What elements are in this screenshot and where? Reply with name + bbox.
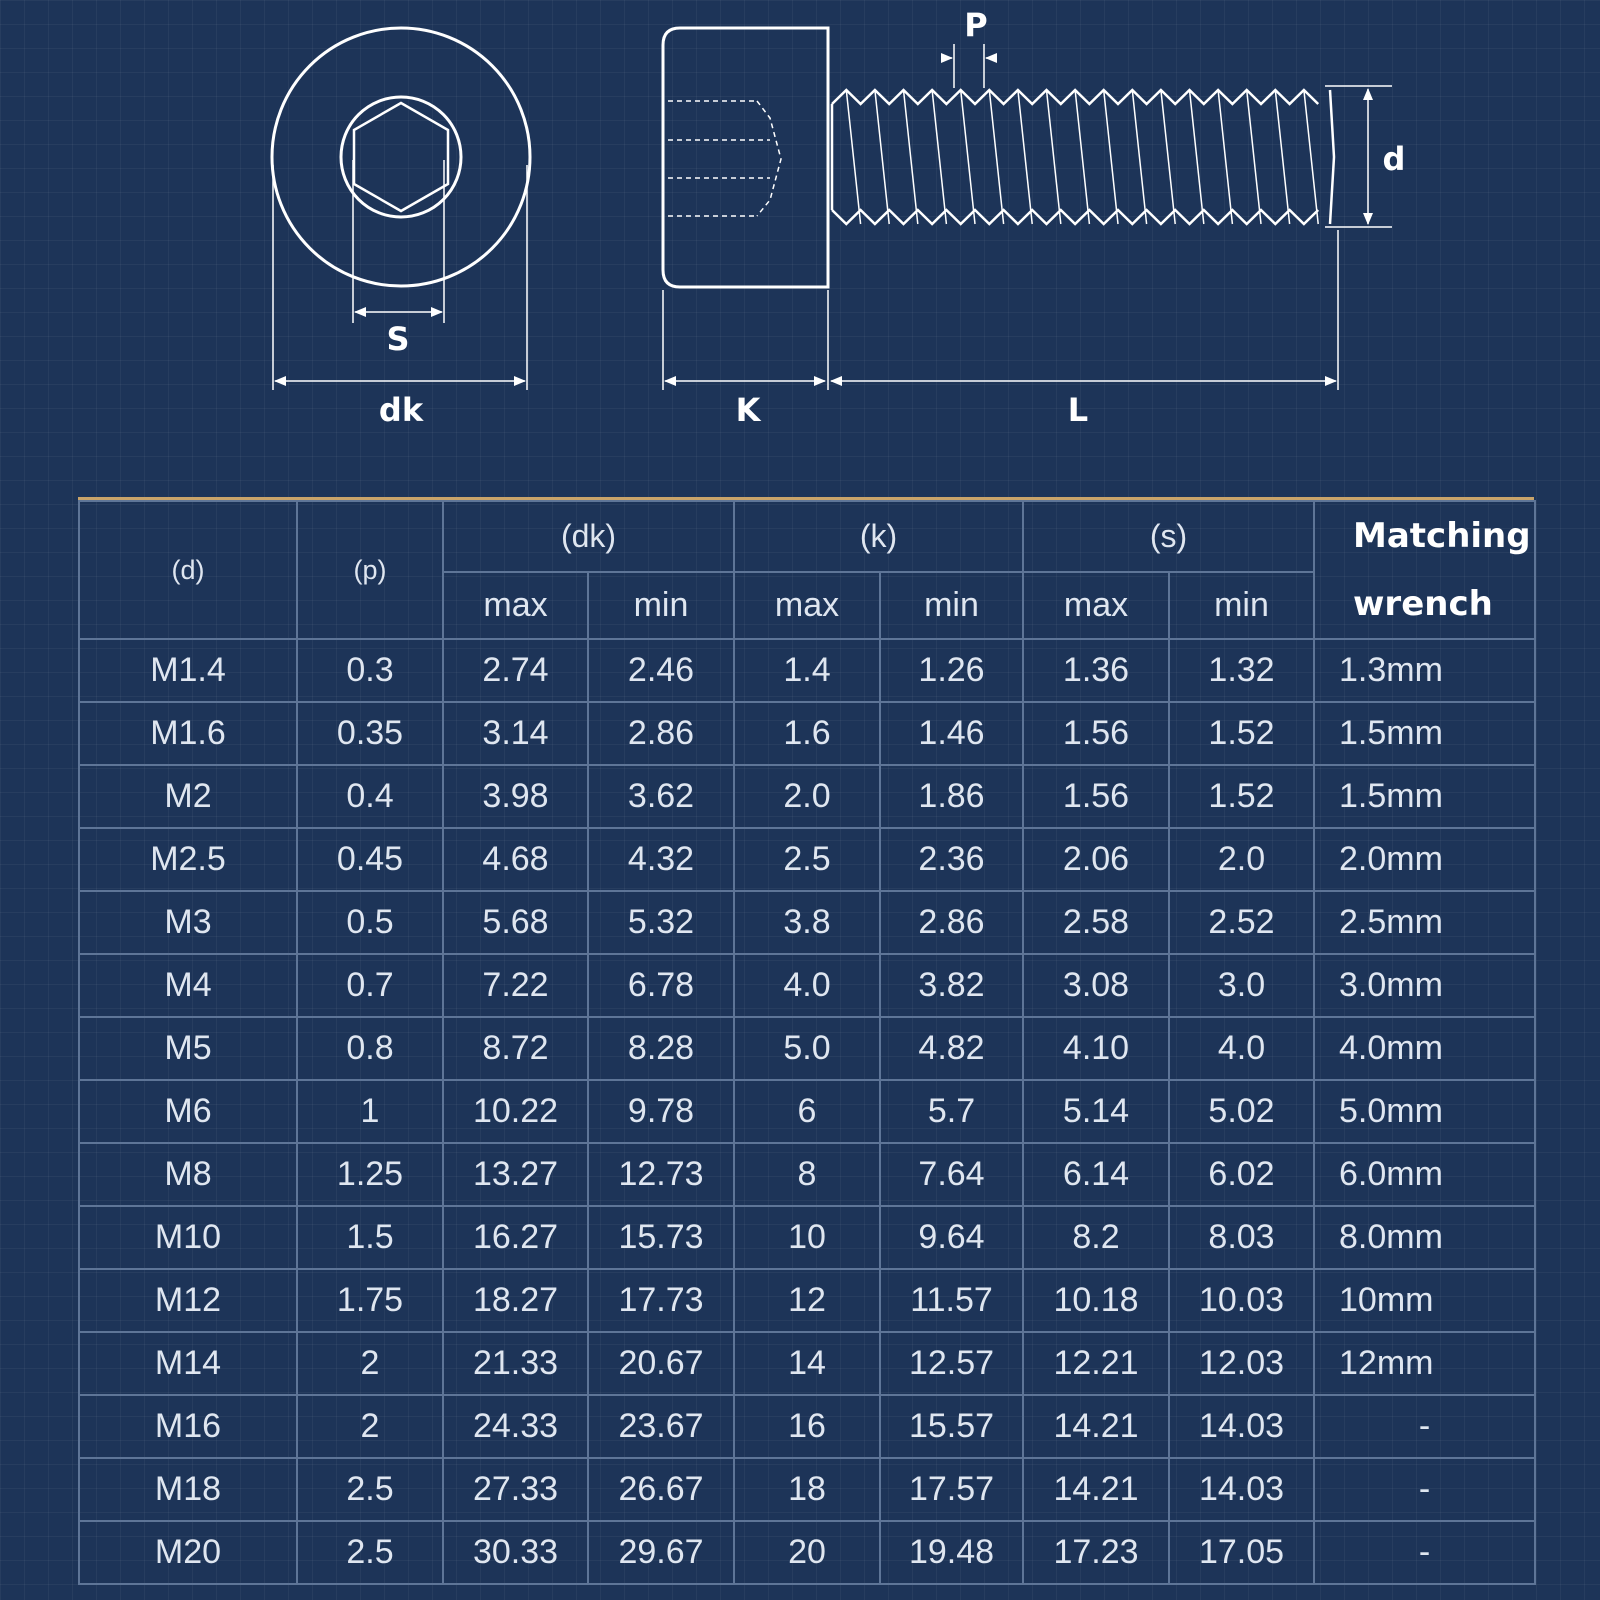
cell-d: M16	[79, 1395, 297, 1458]
header-s: (s)	[1023, 501, 1314, 572]
cell-p: 0.5	[297, 891, 443, 954]
table-row	[79, 1206, 1535, 1269]
cell-dk-max: 13.27	[443, 1143, 588, 1206]
header-dk: (dk)	[443, 501, 734, 572]
cell-dk-max: 21.33	[443, 1332, 588, 1395]
cell-dk-min: 2.46	[588, 639, 734, 702]
cell-dk-max: 24.33	[443, 1395, 588, 1458]
cell-dk-min: 3.62	[588, 765, 734, 828]
cell-d: M8	[79, 1143, 297, 1206]
cell-d: M2.5	[79, 828, 297, 891]
cell-dk-min: 2.86	[588, 702, 734, 765]
table-row	[79, 1143, 1535, 1206]
cell-dk-max: 16.27	[443, 1206, 588, 1269]
cell-wrench: 12mm	[1314, 1332, 1535, 1395]
cell-k-min: 4.82	[880, 1017, 1023, 1080]
header-dk-min: min	[588, 572, 734, 639]
cell-s-max: 10.18	[1023, 1269, 1169, 1332]
header-wrench-line2: wrench	[1353, 584, 1493, 624]
header-d: (d)	[79, 501, 297, 639]
cell-d: M12	[79, 1269, 297, 1332]
cell-k-max: 18	[734, 1458, 880, 1521]
cell-d: M3	[79, 891, 297, 954]
cell-dk-min: 20.67	[588, 1332, 734, 1395]
cell-d: M1.4	[79, 639, 297, 702]
table-row	[79, 954, 1535, 1017]
thread-line	[1304, 90, 1318, 224]
cell-s-min: 10.03	[1169, 1269, 1314, 1332]
cell-p: 2	[297, 1395, 443, 1458]
s-dimension	[353, 160, 444, 323]
thread-line	[1075, 90, 1089, 224]
cell-d: M6	[79, 1080, 297, 1143]
cell-s-min: 14.03	[1169, 1458, 1314, 1521]
cell-p: 1.5	[297, 1206, 443, 1269]
thread-line	[1161, 90, 1175, 224]
cell-s-min: 1.52	[1169, 765, 1314, 828]
cell-s-max: 12.21	[1023, 1332, 1169, 1395]
table-row	[79, 1332, 1535, 1395]
thread-line	[875, 90, 889, 224]
d-label: d	[1382, 140, 1406, 178]
cell-dk-min: 4.32	[588, 828, 734, 891]
cell-p: 0.3	[297, 639, 443, 702]
cell-k-max: 14	[734, 1332, 880, 1395]
cell-k-max: 8	[734, 1143, 880, 1206]
cell-p: 1.25	[297, 1143, 443, 1206]
cell-wrench: 2.5mm	[1314, 891, 1535, 954]
cell-dk-min: 5.32	[588, 891, 734, 954]
cell-d: M14	[79, 1332, 297, 1395]
table-row	[79, 1269, 1535, 1332]
cell-k-min: 1.26	[880, 639, 1023, 702]
cell-wrench: 4.0mm	[1314, 1017, 1535, 1080]
cell-s-max: 2.58	[1023, 891, 1169, 954]
thread-line	[1132, 90, 1146, 224]
cell-k-max: 5.0	[734, 1017, 880, 1080]
cell-wrench: 10mm	[1314, 1269, 1535, 1332]
cell-p: 0.4	[297, 765, 443, 828]
table-row	[79, 1017, 1535, 1080]
cell-p: 2	[297, 1332, 443, 1395]
cell-k-min: 1.86	[880, 765, 1023, 828]
cell-wrench: -	[1314, 1521, 1535, 1584]
cell-wrench: 1.5mm	[1314, 702, 1535, 765]
cell-d: M4	[79, 954, 297, 1017]
cell-s-max: 17.23	[1023, 1521, 1169, 1584]
thread-line	[1190, 90, 1204, 224]
cell-p: 0.7	[297, 954, 443, 1017]
cell-k-max: 3.8	[734, 891, 880, 954]
cell-s-min: 2.0	[1169, 828, 1314, 891]
cell-wrench: -	[1314, 1458, 1535, 1521]
cell-dk-min: 12.73	[588, 1143, 734, 1206]
cell-dk-max: 30.33	[443, 1521, 588, 1584]
cell-d: M10	[79, 1206, 297, 1269]
cell-k-max: 12	[734, 1269, 880, 1332]
table-row	[79, 1395, 1535, 1458]
cell-dk-min: 15.73	[588, 1206, 734, 1269]
cell-dk-max: 18.27	[443, 1269, 588, 1332]
cell-p: 1	[297, 1080, 443, 1143]
s-label: S	[386, 320, 410, 358]
cell-s-max: 2.06	[1023, 828, 1169, 891]
cell-s-max: 1.36	[1023, 639, 1169, 702]
p-dimension	[941, 44, 997, 88]
cell-dk-min: 6.78	[588, 954, 734, 1017]
cell-dk-min: 9.78	[588, 1080, 734, 1143]
cell-dk-min: 8.28	[588, 1017, 734, 1080]
cell-s-min: 1.32	[1169, 639, 1314, 702]
thread-line	[1275, 90, 1289, 224]
thread-line	[1247, 90, 1261, 224]
cell-k-min: 5.7	[880, 1080, 1023, 1143]
cell-k-min: 9.64	[880, 1206, 1023, 1269]
cell-k-max: 20	[734, 1521, 880, 1584]
cell-d: M18	[79, 1458, 297, 1521]
cell-dk-max: 3.98	[443, 765, 588, 828]
cell-k-max: 2.5	[734, 828, 880, 891]
cell-k-max: 16	[734, 1395, 880, 1458]
table-row	[79, 1080, 1535, 1143]
cell-k-min: 17.57	[880, 1458, 1023, 1521]
cell-dk-min: 23.67	[588, 1395, 734, 1458]
cell-wrench: -	[1314, 1395, 1535, 1458]
thread-line	[1104, 90, 1118, 224]
cell-wrench: 2.0mm	[1314, 828, 1535, 891]
cell-s-min: 17.05	[1169, 1521, 1314, 1584]
cell-s-min: 14.03	[1169, 1395, 1314, 1458]
cell-dk-max: 5.68	[443, 891, 588, 954]
cell-dk-max: 10.22	[443, 1080, 588, 1143]
cell-dk-max: 4.68	[443, 828, 588, 891]
cell-k-max: 2.0	[734, 765, 880, 828]
thread-line	[989, 90, 1003, 224]
cell-d: M5	[79, 1017, 297, 1080]
cell-dk-max: 2.74	[443, 639, 588, 702]
screw-side-view	[663, 28, 1334, 287]
cell-s-min: 12.03	[1169, 1332, 1314, 1395]
spec-table-body	[79, 639, 1535, 1584]
cell-s-max: 14.21	[1023, 1458, 1169, 1521]
cell-s-max: 1.56	[1023, 765, 1169, 828]
table-row	[79, 1458, 1535, 1521]
cell-s-max: 1.56	[1023, 702, 1169, 765]
table-row	[79, 639, 1535, 702]
cell-k-max: 1.6	[734, 702, 880, 765]
cell-s-min: 8.03	[1169, 1206, 1314, 1269]
cell-dk-max: 8.72	[443, 1017, 588, 1080]
cell-p: 0.8	[297, 1017, 443, 1080]
cell-s-min: 6.02	[1169, 1143, 1314, 1206]
head-top-view	[272, 28, 530, 286]
header-s-max: max	[1023, 572, 1169, 639]
cell-dk-max: 27.33	[443, 1458, 588, 1521]
thread-line	[1047, 90, 1061, 224]
dk-label: dk	[378, 391, 424, 429]
cell-d: M2	[79, 765, 297, 828]
thread-line	[1218, 90, 1232, 224]
cell-d: M20	[79, 1521, 297, 1584]
cell-s-max: 14.21	[1023, 1395, 1169, 1458]
cell-wrench: 3.0mm	[1314, 954, 1535, 1017]
thread-line	[961, 90, 975, 224]
table-row	[79, 891, 1535, 954]
thread-line	[932, 90, 946, 224]
cell-k-max: 6	[734, 1080, 880, 1143]
cell-wrench: 6.0mm	[1314, 1143, 1535, 1206]
cell-k-max: 4.0	[734, 954, 880, 1017]
cell-k-min: 1.46	[880, 702, 1023, 765]
cell-s-max: 3.08	[1023, 954, 1169, 1017]
thread-line	[904, 90, 918, 224]
cell-k-min: 3.82	[880, 954, 1023, 1017]
cell-dk-max: 7.22	[443, 954, 588, 1017]
spec-table	[78, 500, 1536, 1585]
cell-s-min: 1.52	[1169, 702, 1314, 765]
cell-p: 1.75	[297, 1269, 443, 1332]
k-l-dimension	[663, 230, 1338, 390]
thread-line	[846, 90, 860, 224]
cell-s-max: 4.10	[1023, 1017, 1169, 1080]
l-label: L	[1067, 391, 1089, 429]
cell-wrench: 5.0mm	[1314, 1080, 1535, 1143]
table-row	[79, 765, 1535, 828]
cell-s-min: 2.52	[1169, 891, 1314, 954]
table-row	[79, 1521, 1535, 1584]
k-label: K	[735, 391, 761, 429]
cell-wrench: 1.5mm	[1314, 765, 1535, 828]
cell-k-max: 1.4	[734, 639, 880, 702]
header-wrench-line1: Matching	[1353, 516, 1531, 556]
cell-s-min: 4.0	[1169, 1017, 1314, 1080]
cell-s-min: 3.0	[1169, 954, 1314, 1017]
cell-wrench: 8.0mm	[1314, 1206, 1535, 1269]
header-k-max: max	[734, 572, 880, 639]
cell-d: M1.6	[79, 702, 297, 765]
cell-s-max: 6.14	[1023, 1143, 1169, 1206]
cell-dk-min: 26.67	[588, 1458, 734, 1521]
cell-s-min: 5.02	[1169, 1080, 1314, 1143]
cell-wrench: 1.3mm	[1314, 639, 1535, 702]
cell-p: 2.5	[297, 1458, 443, 1521]
cell-k-min: 11.57	[880, 1269, 1023, 1332]
header-s-min: min	[1169, 572, 1314, 639]
header-p: (p)	[297, 501, 443, 639]
cell-s-max: 5.14	[1023, 1080, 1169, 1143]
cell-dk-min: 29.67	[588, 1521, 734, 1584]
screw-diagram	[0, 0, 1600, 460]
cell-s-max: 8.2	[1023, 1206, 1169, 1269]
cell-k-min: 15.57	[880, 1395, 1023, 1458]
cell-p: 0.35	[297, 702, 443, 765]
p-label: P	[964, 6, 988, 44]
cell-p: 0.45	[297, 828, 443, 891]
thread-line	[1018, 90, 1032, 224]
header-k: (k)	[734, 501, 1023, 572]
cell-k-min: 2.36	[880, 828, 1023, 891]
cell-k-max: 10	[734, 1206, 880, 1269]
cell-p: 2.5	[297, 1521, 443, 1584]
header-matching-wrench	[1314, 501, 1535, 639]
table-row	[79, 702, 1535, 765]
cell-k-min: 7.64	[880, 1143, 1023, 1206]
header-dk-max: max	[443, 572, 588, 639]
header-k-min: min	[880, 572, 1023, 639]
cell-dk-max: 3.14	[443, 702, 588, 765]
cell-dk-min: 17.73	[588, 1269, 734, 1332]
cell-k-min: 2.86	[880, 891, 1023, 954]
cell-k-min: 12.57	[880, 1332, 1023, 1395]
table-row	[79, 828, 1535, 891]
cell-k-min: 19.48	[880, 1521, 1023, 1584]
